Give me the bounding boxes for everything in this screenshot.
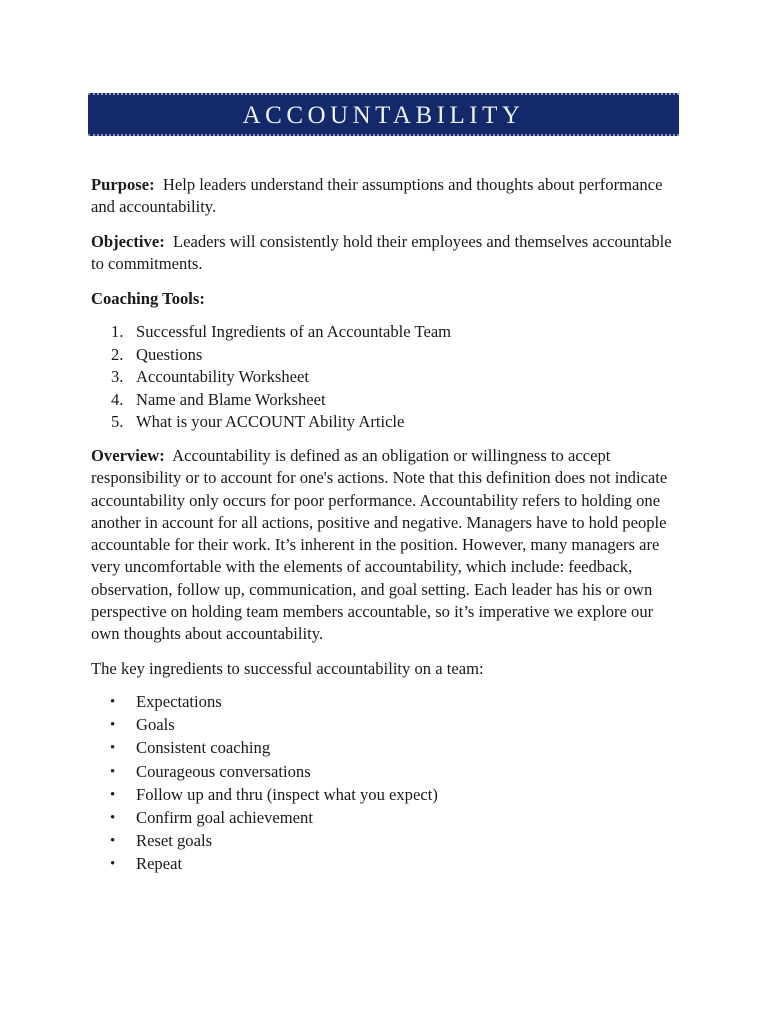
list-item [91,691,681,714]
bullet-icon: • [110,694,116,711]
list-item-text: Accountability Worksheet [136,367,310,387]
list-item-text: What is your ACCOUNT Ability Article [136,412,405,432]
list-item [91,784,681,807]
list-item-text: Repeat [136,854,183,874]
list-item-text: Questions [136,344,203,364]
overview-label: Overview: [91,446,165,465]
list-item [91,411,681,434]
list-item-text: Expectations [136,692,222,712]
list-item-text: Successful Ingredients of an Accountable Team [136,322,452,342]
list-item [91,714,681,737]
list-item [91,761,681,784]
page-title: ACCOUNTABILITY [242,101,525,129]
key-ingredients-intro: The key ingredients to successful accountability on a team: [91,658,484,678]
bullet-icon: • [110,786,116,803]
objective-text: Leaders will consistently hold their employees and themselves accountable to commitments. [91,231,672,274]
list-item-text: Reset goals [136,831,213,851]
overview-text: Accountability is defined as an obligation or willingness to accept responsibility or to account for one's actions. Note that this definition does not indicate accountability only occurs for poor performance. Accountability refers to holding one another in account for all actions, positive and negative. Managers have to hold people accountable for their work. It’s inherent in the position. However, many managers are very uncomfortable with the elements of accountability, which include: feedback, observation, follow up, communication, and goal setting. Each leader has his or own perspective on holding team members accountable, so it’s imperative we explore our own thoughts about accountability. [91,446,668,644]
list-number: 1. [111,322,124,342]
overview-paragraph [91,445,681,646]
coaching-tools-heading [91,288,681,310]
purpose-text: Help leaders understand their assumptions and thoughts about performance and accountability. [91,175,663,217]
list-item-text: Name and Blame Worksheet [136,389,326,409]
list-item-text: Goals [136,715,175,735]
list-number: 3. [111,367,124,387]
list-item [91,366,681,389]
objective-label: Objective: [91,231,165,251]
bullet-icon: • [110,856,116,873]
list-number: 4. [111,389,124,409]
list-item-text: Consistent coaching [136,738,271,758]
list-item-text: Courageous conversations [136,761,311,781]
list-item [91,321,681,344]
bullet-icon: • [110,740,116,757]
bullet-icon: • [110,763,116,780]
list-item [91,737,681,760]
list-number: 5. [111,412,124,432]
coaching-tools-list [91,321,681,434]
list-number: 2. [111,344,124,364]
objective-paragraph [91,231,681,276]
title-banner [88,93,679,136]
bullet-icon: • [110,833,116,850]
list-item-text: Follow up and thru (inspect what you expect) [136,784,438,804]
list-item [91,830,681,853]
list-item [91,389,681,412]
bullet-icon: • [110,717,116,734]
document-body [91,174,681,877]
purpose-paragraph [91,174,681,219]
purpose-label: Purpose: [91,175,155,194]
coaching-tools-label: Coaching Tools: [91,288,205,308]
list-item [91,807,681,830]
key-ingredients-list [91,691,681,877]
list-item-text: Confirm goal achievement [136,808,313,828]
bullet-icon: • [110,810,116,827]
list-item [91,344,681,367]
list-item [91,853,681,876]
